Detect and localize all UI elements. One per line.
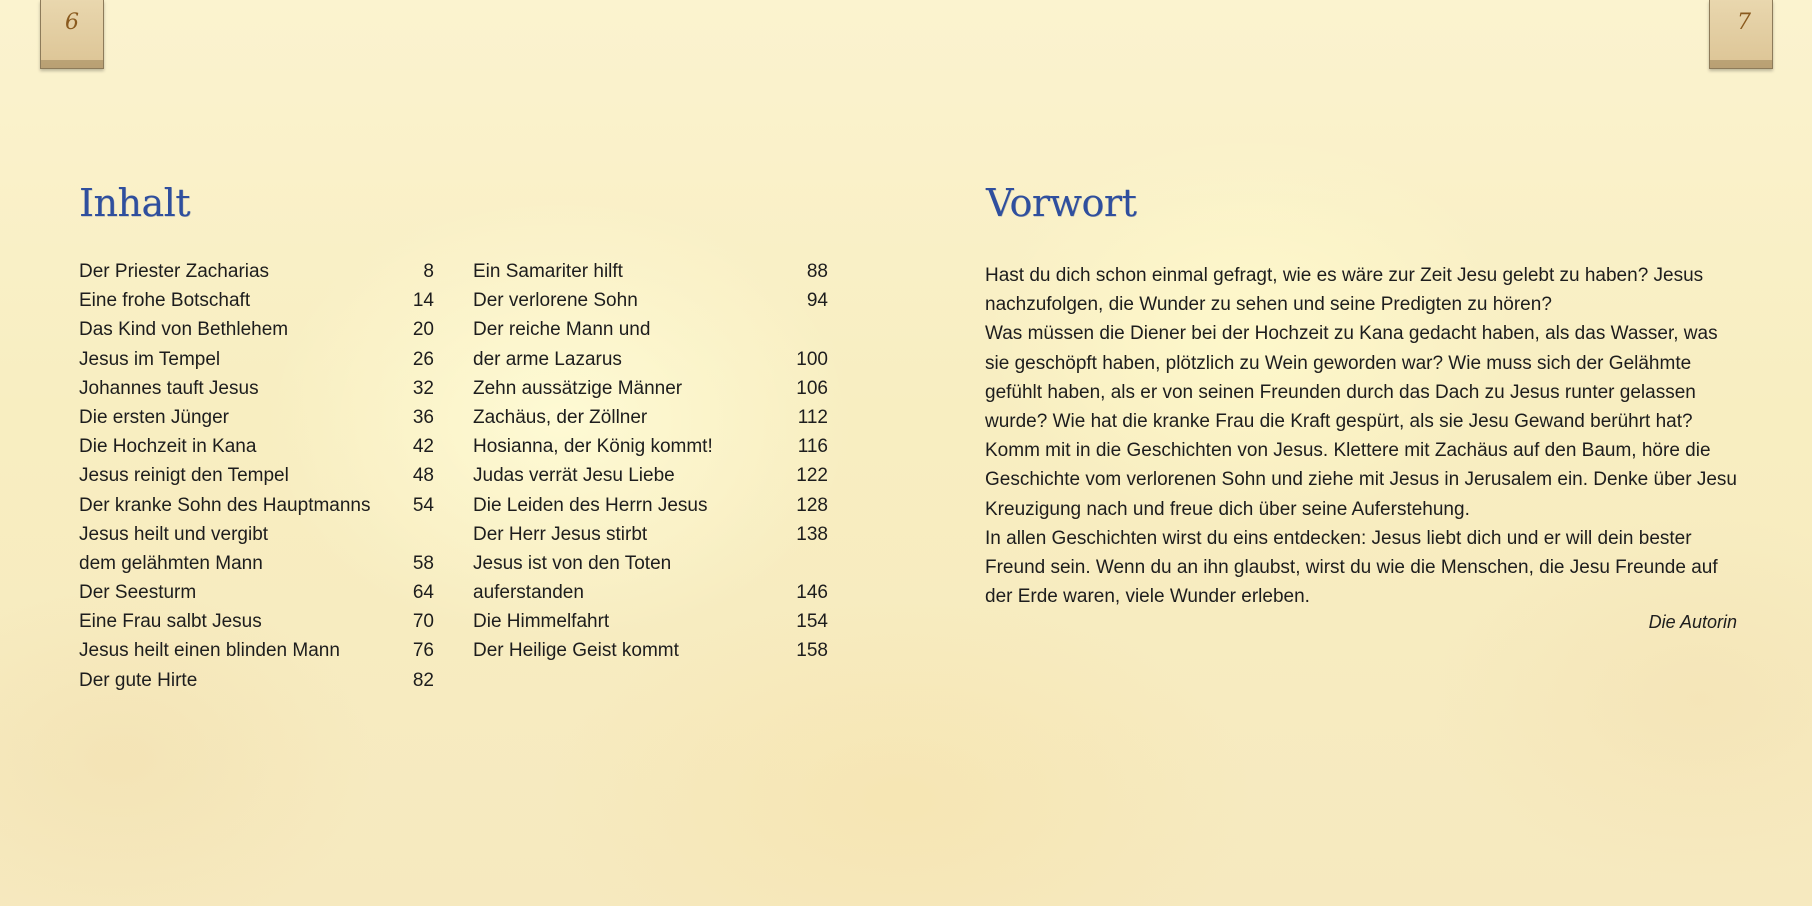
toc-entry-page: 146 <box>796 582 828 604</box>
toc-entry-page: 20 <box>412 319 434 341</box>
toc-column-2 <box>473 261 828 670</box>
toc-entry <box>473 378 828 407</box>
toc-entry-title: Der verlorene Sohn <box>473 290 638 312</box>
toc-entry-page: 88 <box>806 261 828 282</box>
toc-entry-page: 106 <box>796 377 828 399</box>
toc-entry-title: Judas verrät Jesu Liebe <box>473 465 675 487</box>
toc-entry <box>79 407 434 436</box>
toc-entry-page: 122 <box>796 465 828 487</box>
toc-entry <box>79 611 434 640</box>
preface-paragraph: In allen Geschichten wirst du eins entdecken: Jesus liebt dich und er will dein bester Freund sein. Wenn du an ihn glaubst, wirst du wie die Menschen, die Jesu Freunde auf der Erde waren, viele Wunder erleben. <box>985 527 1718 608</box>
toc-entry-title: Die ersten Jünger <box>79 406 229 428</box>
page-number-tab <box>1709 0 1773 69</box>
toc-entry <box>473 290 828 319</box>
toc-entry-title: Der Heilige Geist kommt <box>473 640 679 662</box>
toc-entry-page: 32 <box>412 377 434 399</box>
toc-entry <box>79 378 434 407</box>
toc-entry <box>79 261 434 290</box>
toc-entry-page: 26 <box>412 348 434 370</box>
toc-entry-title: Jesus heilt einen blinden Mann <box>79 640 340 662</box>
toc-entry <box>473 611 828 640</box>
toc-entry-title: Der reiche Mann und <box>473 319 651 341</box>
toc-entry-page: 100 <box>796 348 828 370</box>
toc-entry <box>79 670 434 699</box>
toc-entry-title: Der Seesturm <box>79 582 197 604</box>
toc-entry-title: Die Hochzeit in Kana <box>79 436 257 458</box>
toc-entry-page: 112 <box>797 406 828 428</box>
page-number: 7 <box>1737 10 1751 35</box>
toc-entry <box>79 290 434 319</box>
toc-entry <box>79 465 434 494</box>
toc-entry <box>79 349 434 378</box>
toc-entry <box>79 524 434 553</box>
toc-entry <box>79 436 434 465</box>
preface-paragraph: Komm mit in die Geschichten von Jesus. Klettere mit Zachäus auf den Baum, höre die Geschichte vom verlorenen Sohn und ziehe mit Jesus in Jerusalem ein. Denke über Jesu Kreuzigung nach und freue dich über seine Auferstehung. <box>985 440 1737 520</box>
toc-entry <box>473 349 828 378</box>
toc-entry-title: Zachäus, der Zöllner <box>473 406 648 428</box>
toc-entry <box>79 495 434 524</box>
page-number-tab <box>40 0 104 69</box>
toc-entry-page: 36 <box>412 406 434 428</box>
toc-entry-title: dem gelähmten Mann <box>79 552 263 574</box>
toc-entry <box>473 553 828 582</box>
toc-column-1 <box>79 261 434 699</box>
toc-entry-title: Eine frohe Botschaft <box>79 290 251 312</box>
preface-text <box>985 261 1745 611</box>
toc-entry-title: Zehn aussätzige Männer <box>473 377 683 399</box>
toc-entry <box>473 524 828 553</box>
toc-entry-title: Jesus reinigt den Tempel <box>79 465 289 487</box>
toc-entry-page: 76 <box>412 640 434 662</box>
toc-entry-title: Die Leiden des Herrn Jesus <box>473 494 708 516</box>
toc-entry <box>473 319 828 348</box>
preface-paragraph: Hast du dich schon einmal gefragt, wie es wäre zur Zeit Jesu gelebt zu haben? Jesus nachzufolgen, die Wunder zu sehen und seine Predigten zu hören? <box>985 265 1704 316</box>
toc-entry <box>473 582 828 611</box>
toc-entry-title: Hosianna, der König kommt! <box>473 436 713 458</box>
toc-entry-title: Jesus im Tempel <box>79 348 221 370</box>
page-number: 6 <box>65 10 79 35</box>
toc-entry-title: Das Kind von Bethlehem <box>79 319 289 341</box>
toc-entry-title: Eine Frau salbt Jesus <box>79 611 262 633</box>
right-page <box>906 0 1812 906</box>
preface-paragraph: Was müssen die Diener bei der Hochzeit zu Kana gedacht haben, als das Wasser, was sie geschöpft haben, plötzlich zu Wein geworden war? Wie muss sich der Gelähmte gefühlt haben, als er von seinen Freunden durch das Dach zu Jesus runter gelassen wurde? Wie hat die kranke Frau die Kraft gespürt, als sie Jesu Gewand berührt hat? <box>985 323 1718 433</box>
toc-entry-page: 14 <box>412 290 434 312</box>
toc-entry-title: Der Herr Jesus stirbt <box>473 523 648 545</box>
toc-entry <box>79 582 434 611</box>
toc-entry <box>473 465 828 494</box>
toc-entry <box>473 640 828 669</box>
toc-entry-page: 82 <box>412 669 434 691</box>
preface-heading: Vorwort <box>986 181 1137 225</box>
toc-entry-page: 154 <box>796 611 828 633</box>
toc-entry <box>79 640 434 669</box>
toc-entry-page: 64 <box>412 582 434 604</box>
toc-entry-page: 116 <box>797 436 828 458</box>
toc-entry-page: 48 <box>412 465 434 487</box>
contents-heading: Inhalt <box>79 181 191 225</box>
toc-entry-title: Der kranke Sohn des Hauptmanns <box>79 494 371 516</box>
toc-entry-page: 70 <box>412 611 434 633</box>
toc-entry-title: Johannes tauft Jesus <box>79 377 259 399</box>
toc-entry-title: auferstanden <box>473 582 584 604</box>
toc-entry <box>79 319 434 348</box>
toc-entry <box>79 553 434 582</box>
toc-entry <box>473 495 828 524</box>
toc-entry <box>473 436 828 465</box>
toc-entry-page: 94 <box>806 290 828 312</box>
toc-entry-title: Jesus heilt und vergibt <box>79 523 269 545</box>
toc-entry-page: 128 <box>796 494 828 516</box>
toc-entry-page: 8 <box>423 261 434 282</box>
toc-entry-title: Die Himmelfahrt <box>473 611 610 633</box>
toc-entry-page: 54 <box>412 494 434 516</box>
toc-entry-page: 58 <box>412 552 434 574</box>
toc-entry <box>473 261 828 290</box>
toc-entry-title: Ein Samariter hilft <box>473 261 623 282</box>
toc-entry-page: 42 <box>412 436 434 458</box>
toc-entry-page: 158 <box>796 640 828 662</box>
author-signature: Die Autorin <box>1648 612 1737 632</box>
toc-entry <box>473 407 828 436</box>
toc-entry-title: Der Priester Zacharias <box>79 261 270 282</box>
toc-entry-title: der arme Lazarus <box>473 348 622 370</box>
toc-entry-title: Jesus ist von den Toten <box>473 552 672 574</box>
toc-entry-page: 138 <box>796 523 828 545</box>
toc-entry-title: Der gute Hirte <box>79 669 198 691</box>
